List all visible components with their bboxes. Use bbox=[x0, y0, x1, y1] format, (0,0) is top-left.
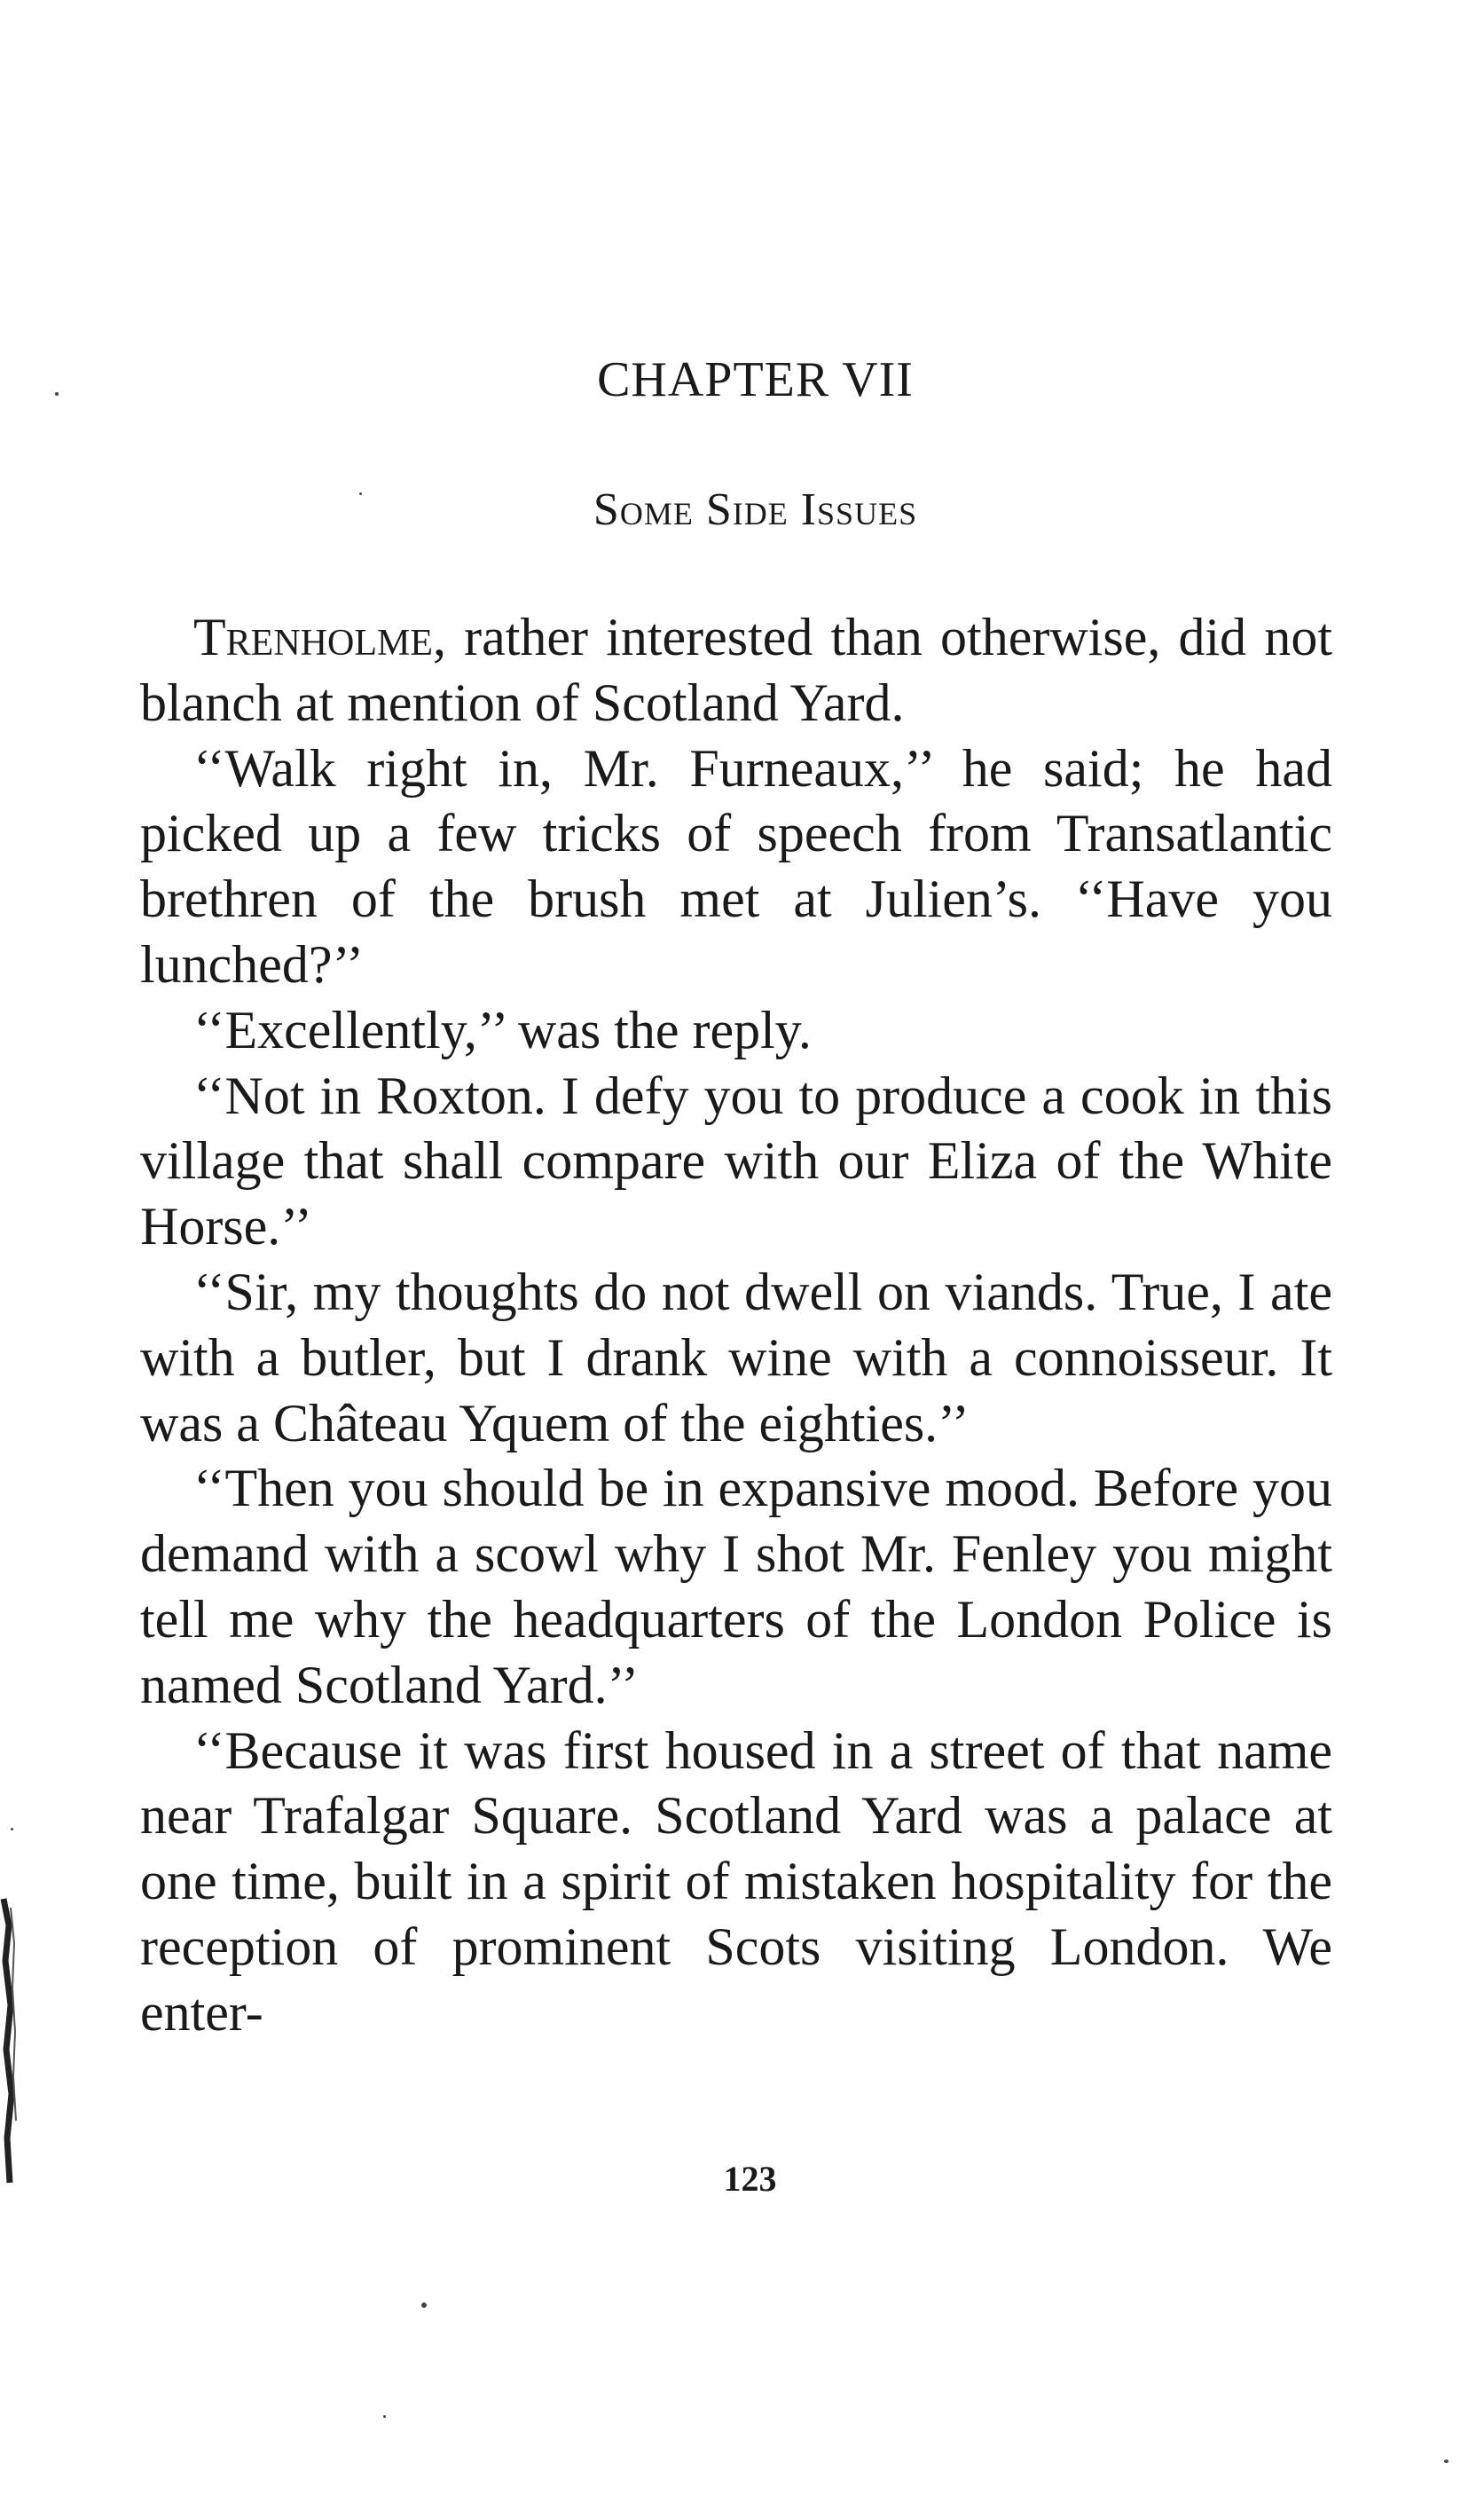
lead-name: Trenholme bbox=[193, 608, 433, 666]
body-text bbox=[140, 605, 1332, 2046]
page-speck bbox=[55, 392, 59, 396]
page-speck bbox=[1444, 2460, 1449, 2463]
paragraph-6 bbox=[140, 1456, 1332, 1718]
paragraph-4 bbox=[140, 1064, 1332, 1260]
page-speck bbox=[421, 2303, 427, 2308]
page-number: 123 bbox=[723, 2159, 777, 2199]
binding-edge-marks bbox=[0, 1890, 20, 2192]
paragraph-5 bbox=[140, 1260, 1332, 1456]
chapter-heading: CHAPTER VII bbox=[597, 352, 914, 407]
page-speck bbox=[11, 1828, 13, 1830]
paragraph-text: ‘‘Excellently,’’ was the reply. bbox=[193, 1000, 812, 1059]
paragraph-7 bbox=[140, 1719, 1332, 2046]
paragraph-text: ‘‘Not in Roxton. I defy you to produce a cook in this village that shall compare with our Eliza of the White Horse.’’ bbox=[140, 1066, 1332, 1256]
page-speck bbox=[383, 2415, 386, 2418]
paragraph-text: ‘‘Walk right in, Mr. Furneaux,’’ he said; he had picked up a few tricks of speech from Transatlantic brethren of the brush met at Julien’s. ‘‘Have you lunched?’’ bbox=[140, 738, 1332, 994]
paragraph-text: , rather interested than otherwise, did not blanch at mention of Scotland Yard. bbox=[140, 608, 1332, 732]
paragraph-1 bbox=[140, 605, 1332, 736]
paragraph-text: ‘‘Then you should be in expansive mood. Before you demand with a scowl why I shot Mr. Fenley you might tell me why the headquarters of the London Police is named Scotland Yard.’’ bbox=[140, 1459, 1332, 1714]
paragraph-3 bbox=[140, 998, 1332, 1064]
paragraph-text: ‘‘Because it was first housed in a street of that name near Trafalgar Square. Scotland Yard was a palace at one time, built in a spirit of mistaken hospitality for the reception of prominent Scots visiting London. We enter- bbox=[140, 1720, 1332, 2042]
paragraph-text: ‘‘Sir, my thoughts do not dwell on viands. True, I ate with a butler, but I drank wine with a connoisseur. It was a Château Yquem of the eighties.’’ bbox=[140, 1262, 1332, 1452]
chapter-subtitle: Some Side Issues bbox=[593, 484, 918, 535]
paragraph-2 bbox=[140, 736, 1332, 998]
page-speck bbox=[359, 492, 362, 495]
